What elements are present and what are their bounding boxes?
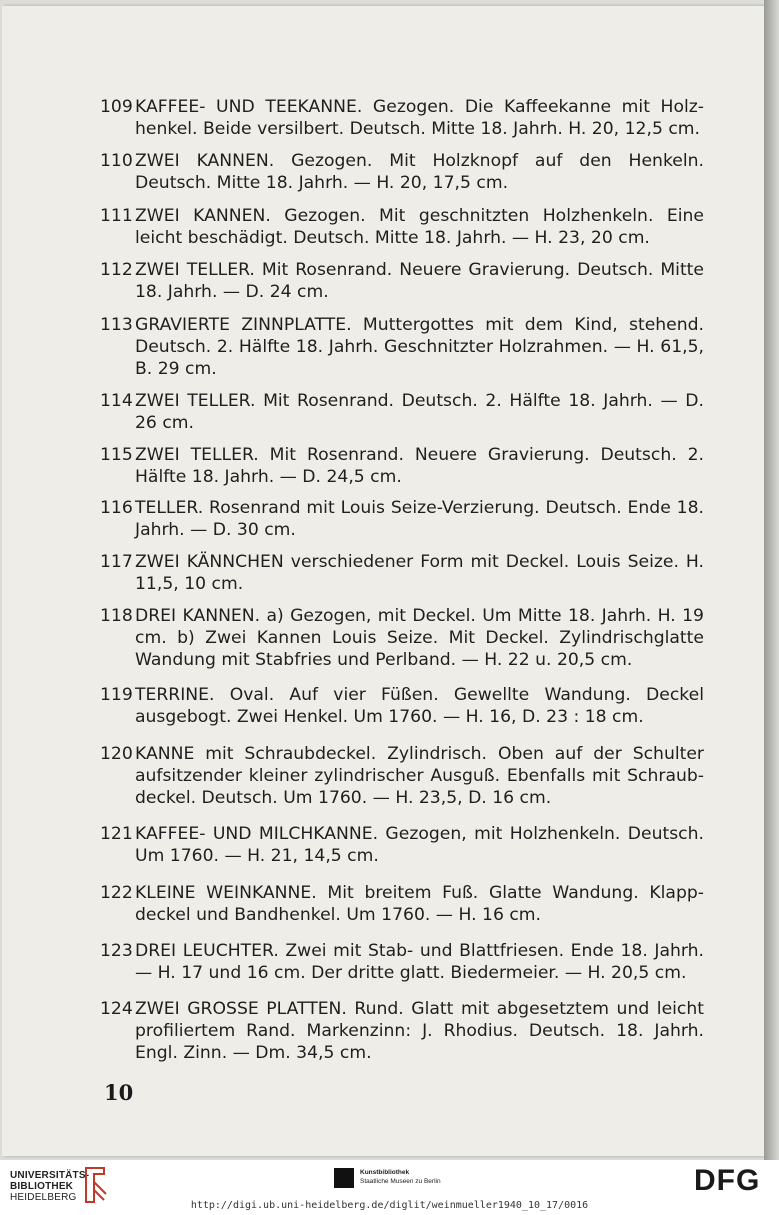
- entry-text: ZWEI KANNEN. Gezogen. Mit Holzknopf auf den Henkeln. Deutsch. Mitte 18. Jahrh. — H. 20, 17,5 cm.: [135, 151, 704, 193]
- permalink-url[interactable]: http://digi.ub.uni-heidelberg.de/diglit/weinmueller1940_10_17/0016: [190, 1200, 589, 1211]
- entry-number: 113: [100, 315, 133, 335]
- catalog-entry-124: [100, 998, 704, 1064]
- catalog-entry-111: [100, 205, 704, 249]
- entry-number: 118: [100, 606, 133, 626]
- kunstbibliothek-subtitle: Staatliche Museen zu Berlin: [360, 1178, 441, 1185]
- entry-text: ZWEI TELLER. Mit Rosenrand. Neuere Gravierung. Deutsch. 2. Hälfte 18. Jahrh. — D. 24,5 cm.: [135, 445, 704, 487]
- catalog-entry-119: [100, 684, 704, 728]
- entry-number: 116: [100, 498, 133, 518]
- catalog-entry-110: [100, 150, 704, 194]
- entry-text: DREI LEUCHTER. Zwei mit Stab- und Blattfriesen. Ende 18. Jahrh. — H. 17 und 16 cm. Der dritte glatt. Biedermeier. — H. 20,5 cm.: [135, 941, 704, 983]
- entry-text: DREI KANNEN. a) Gezogen, mit Deckel. Um Mitte 18. Jahrh. H. 19 cm. b) Zwei Kannen Louis Seize. Mit Deckel. Zylindrischglatte Wandung mit Stabfries und Perlband. — H. 22 u. 20,5 cm.: [135, 606, 704, 670]
- university-line-2: BIBLIOTHEK: [10, 1181, 74, 1192]
- kunstbibliothek-name: Kunstbibliothek: [360, 1169, 410, 1176]
- entry-number: 115: [100, 445, 133, 465]
- catalog-entry-116: [100, 497, 704, 541]
- entry-text: KLEINE WEINKANNE. Mit breitem Fuß. Glatte Wandung. Klappdeckel und Bandhenkel. Um 1760. — H. 16 cm.: [135, 883, 704, 925]
- entry-number: 112: [100, 260, 133, 280]
- entry-number: 110: [100, 151, 133, 171]
- page-edge: [764, 0, 779, 1160]
- entry-text: ZWEI KÄNNCHEN verschiedener Form mit Deckel. Louis Seize. H. 11,5, 10 cm.: [135, 552, 704, 594]
- catalog-entry-121: [100, 823, 704, 867]
- entry-number: 111: [100, 206, 133, 226]
- entry-text: KAFFEE- UND TEEKANNE. Gezogen. Die Kaffeekanne mit Holzhenkel. Beide versilbert. Deutsch. Mitte 18. Jahrh. H. 20, 12,5 cm.: [135, 97, 704, 139]
- entry-number: 122: [100, 883, 133, 903]
- entry-text: KAFFEE- UND MILCHKANNE. Gezogen, mit Holzhenkeln. Deutsch. Um 1760. — H. 21, 14,5 cm.: [135, 824, 704, 866]
- dfg-logo[interactable]: DFG: [694, 1164, 761, 1197]
- university-library-logo[interactable]: [10, 1170, 89, 1203]
- catalog-entry-112: [100, 259, 704, 303]
- entry-text: ZWEI TELLER. Mit Rosenrand. Deutsch. 2. Hälfte 18. Jahrh. — D. 26 cm.: [135, 391, 704, 433]
- entry-number: 123: [100, 941, 133, 961]
- university-line-3: HEIDELBERG: [10, 1192, 77, 1203]
- catalog-entry-113: [100, 314, 704, 380]
- entry-number: 121: [100, 824, 133, 844]
- entry-text: ZWEI KANNEN. Gezogen. Mit geschnitzten Holzhenkeln. Eine leicht beschädigt. Deutsch. Mitte 18. Jahrh. — H. 23, 20 cm.: [135, 206, 704, 248]
- entry-number: 109: [100, 97, 133, 117]
- page-number: 10: [104, 1080, 134, 1105]
- catalog-entry-115: [100, 444, 704, 488]
- entry-text: ZWEI GROSSE PLATTEN. Rund. Glatt mit abgesetztem und leicht profiliertem Rand. Markenzinn: J. Rhodius. Deutsch. 18. Jahrh. Engl. Zinn. — Dm. 34,5 cm.: [135, 999, 704, 1063]
- footer-bar: [0, 1160, 779, 1215]
- kunstbibliothek-mark-icon: [334, 1168, 354, 1188]
- entry-text: KANNE mit Schraubdeckel. Zylindrisch. Oben auf der Schulter aufsitzender kleiner zylindrischer Ausguß. Ebenfalls mit Schraubdeckel. Deutsch. Um 1760. — H. 23,5, D. 16 cm.: [135, 744, 704, 808]
- university-line-1: UNIVERSITÄTS-: [10, 1170, 90, 1181]
- catalog-entry-118: [100, 605, 704, 671]
- entry-number: 114: [100, 391, 133, 411]
- entry-number: 124: [100, 999, 133, 1019]
- catalog-entry-122: [100, 882, 704, 926]
- catalog-entry-109: [100, 96, 704, 140]
- catalog-entry-117: [100, 551, 704, 595]
- entry-text: TERRINE. Oval. Auf vier Füßen. Gewellte Wandung. Deckel ausgebogt. Zwei Henkel. Um 1760. — H. 16, D. 23 : 18 cm.: [135, 685, 704, 727]
- entry-text: ZWEI TELLER. Mit Rosenrand. Neuere Gravierung. Deutsch. Mitte 18. Jahrh. — D. 24 cm.: [135, 260, 704, 302]
- entry-text: TELLER. Rosenrand mit Louis Seize-Verzierung. Deutsch. Ende 18. Jahrh. — D. 30 cm.: [135, 498, 704, 540]
- entry-number: 119: [100, 685, 133, 705]
- catalog-entry-114: [100, 390, 704, 434]
- entry-text: GRAVIERTE ZINNPLATTE. Muttergottes mit dem Kind, stehend. Deutsch. 2. Hälfte 18. Jahrh. Geschnitzter Holzrahmen. — H. 61,5, B. 29 cm.: [135, 315, 704, 379]
- entry-number: 117: [100, 552, 133, 572]
- catalog-entry-120: [100, 743, 704, 809]
- entry-number: 120: [100, 744, 133, 764]
- catalog-entry-123: [100, 940, 704, 984]
